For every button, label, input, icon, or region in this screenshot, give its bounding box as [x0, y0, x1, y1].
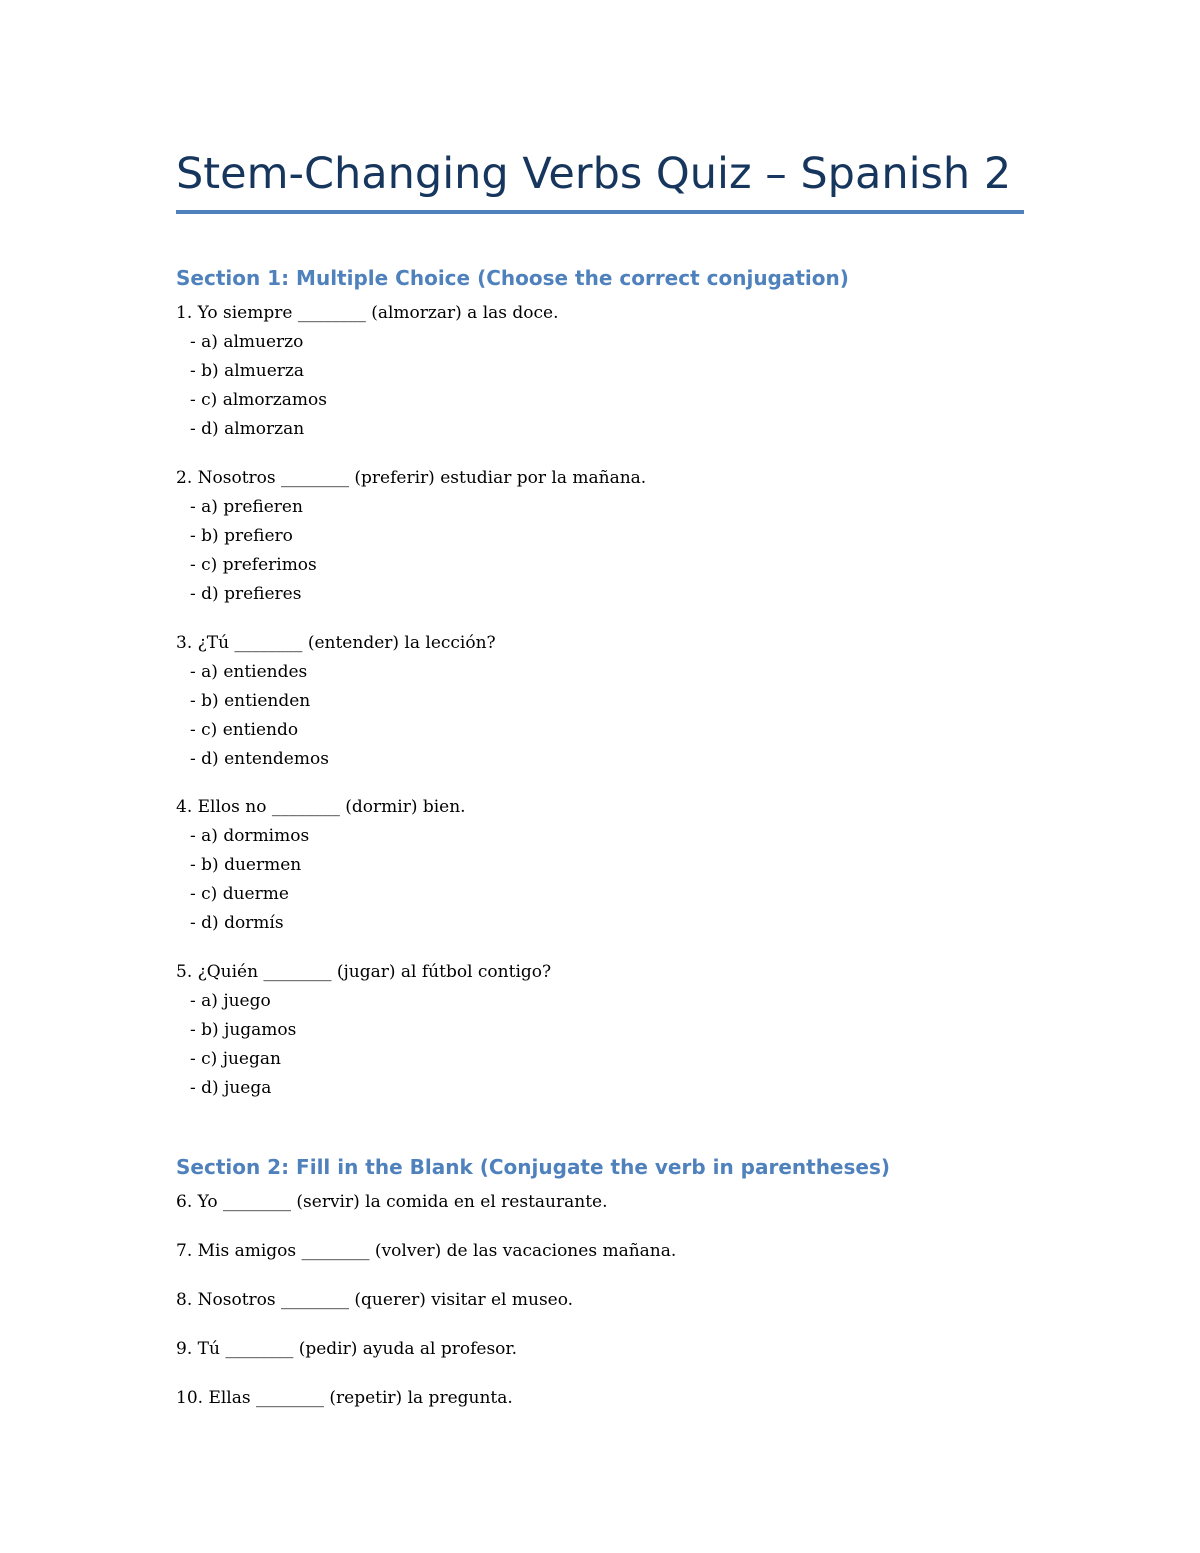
question-2-option-b: - b) prefiero [190, 526, 293, 546]
question-3-option-b: - b) entienden [190, 691, 311, 711]
question-4-option-b: - b) duermen [190, 855, 302, 875]
question-9: 9. Tú ________ (pedir) ayuda al profesor. [176, 1339, 518, 1359]
question-2: 2. Nosotros ________ (preferir) estudiar por la mañana. [176, 468, 647, 488]
title-underline [176, 210, 1024, 214]
question-2-option-d: - d) prefieres [190, 584, 302, 604]
question-4-option-a: - a) dormimos [190, 826, 310, 846]
question-10: 10. Ellas ________ (repetir) la pregunta. [176, 1388, 513, 1408]
question-6: 6. Yo ________ (servir) la comida en el restaurante. [176, 1192, 608, 1212]
question-5-option-d: - d) juega [190, 1078, 272, 1098]
question-2-option-c: - c) preferimos [190, 555, 317, 575]
section-2-heading: Section 2: Fill in the Blank (Conjugate the verb in parentheses) [176, 1155, 891, 1179]
question-2-option-a: - a) prefieren [190, 497, 303, 517]
question-8: 8. Nosotros ________ (querer) visitar el museo. [176, 1290, 574, 1310]
question-3-option-a: - a) entiendes [190, 662, 308, 682]
question-3-option-d: - d) entendemos [190, 749, 329, 769]
question-5-option-b: - b) jugamos [190, 1020, 297, 1040]
question-3: 3. ¿Tú ________ (entender) la lección? [176, 633, 496, 653]
question-1-option-d: - d) almorzan [190, 419, 305, 439]
question-4: 4. Ellos no ________ (dormir) bien. [176, 797, 466, 817]
question-4-option-c: - c) duerme [190, 884, 289, 904]
section-1-heading: Section 1: Multiple Choice (Choose the correct conjugation) [176, 266, 849, 290]
question-5-option-c: - c) juegan [190, 1049, 281, 1069]
page-title: Stem-Changing Verbs Quiz – Spanish 2 [176, 149, 1012, 199]
question-1-option-c: - c) almorzamos [190, 390, 327, 410]
question-5-option-a: - a) juego [190, 991, 271, 1011]
question-7: 7. Mis amigos ________ (volver) de las vacaciones mañana. [176, 1241, 677, 1261]
question-4-option-d: - d) dormís [190, 913, 284, 933]
question-1-option-b: - b) almuerza [190, 361, 304, 381]
question-5: 5. ¿Quién ________ (jugar) al fútbol contigo? [176, 962, 552, 982]
question-1-option-a: - a) almuerzo [190, 332, 304, 352]
question-1: 1. Yo siempre ________ (almorzar) a las doce. [176, 303, 559, 323]
question-3-option-c: - c) entiendo [190, 720, 299, 740]
